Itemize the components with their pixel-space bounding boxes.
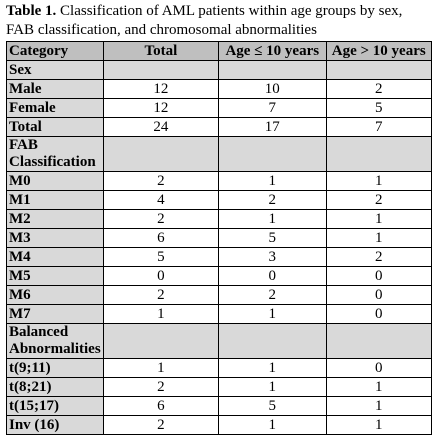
row-value-cell: 10 [219, 80, 326, 99]
aml-classification-table [6, 41, 432, 435]
row-value-cell: 4 [103, 191, 218, 210]
row-value-cell: 1 [326, 397, 432, 416]
table-row [7, 378, 432, 397]
section-empty-cell [326, 137, 432, 172]
row-value-cell: 1 [219, 172, 326, 191]
row-value-cell: 2 [219, 286, 326, 305]
row-value-cell: 7 [326, 118, 432, 137]
row-value-cell: 2 [103, 416, 218, 435]
row-category-cell: Male [7, 80, 104, 99]
header-age-gt-10: Age > 10 years [326, 42, 432, 61]
row-value-cell: 12 [103, 80, 218, 99]
row-value-cell: 12 [103, 99, 218, 118]
section-row [7, 61, 432, 80]
header-category: Category [7, 42, 104, 61]
table-row [7, 305, 432, 324]
row-category-cell: M6 [7, 286, 104, 305]
section-title: Balanced Abnormalities [7, 324, 104, 359]
row-category-cell: Total [7, 118, 104, 137]
row-category-cell: t(9;11) [7, 359, 104, 378]
row-value-cell: 1 [219, 378, 326, 397]
row-value-cell: 1 [219, 210, 326, 229]
row-value-cell: 1 [103, 359, 218, 378]
table-caption [6, 2, 432, 40]
row-value-cell: 6 [103, 397, 218, 416]
row-value-cell: 5 [326, 99, 432, 118]
row-category-cell: M3 [7, 229, 104, 248]
row-value-cell: 2 [219, 191, 326, 210]
row-value-cell: 1 [326, 210, 432, 229]
row-value-cell: 2 [103, 210, 218, 229]
caption-label: Table 1. [6, 3, 57, 19]
row-value-cell: 17 [219, 118, 326, 137]
section-title: Sex [7, 61, 104, 80]
section-empty-cell [103, 61, 218, 80]
row-value-cell: 5 [219, 229, 326, 248]
section-empty-cell [219, 61, 326, 80]
row-value-cell: 1 [326, 229, 432, 248]
row-value-cell: 0 [326, 286, 432, 305]
row-category-cell: M7 [7, 305, 104, 324]
row-value-cell: 2 [103, 378, 218, 397]
row-value-cell: 24 [103, 118, 218, 137]
caption-text: Classification of AML patients within age groups by sex, FAB classification, and chromosomal abnormalities [6, 3, 403, 38]
table-row [7, 229, 432, 248]
row-value-cell: 0 [326, 305, 432, 324]
header-row [7, 42, 432, 61]
section-title: FAB Classification [7, 137, 104, 172]
row-value-cell: 2 [326, 80, 432, 99]
row-value-cell: 5 [219, 397, 326, 416]
row-category-cell: M4 [7, 248, 104, 267]
row-value-cell: 2 [326, 248, 432, 267]
row-value-cell: 2 [326, 191, 432, 210]
row-value-cell: 2 [103, 286, 218, 305]
header-total: Total [103, 42, 218, 61]
section-empty-cell [219, 324, 326, 359]
row-category-cell: M5 [7, 267, 104, 286]
table-row [7, 286, 432, 305]
table-row [7, 172, 432, 191]
row-category-cell: t(15;17) [7, 397, 104, 416]
row-value-cell: 1 [219, 416, 326, 435]
section-row [7, 137, 432, 172]
header-age-le-10: Age ≤ 10 years [219, 42, 326, 61]
table-row [7, 191, 432, 210]
section-row [7, 324, 432, 359]
section-empty-cell [219, 137, 326, 172]
row-category-cell: t(8;21) [7, 378, 104, 397]
row-value-cell: 6 [103, 229, 218, 248]
table-row [7, 397, 432, 416]
table-row [7, 210, 432, 229]
row-value-cell: 1 [103, 305, 218, 324]
row-value-cell: 0 [219, 267, 326, 286]
row-value-cell: 0 [103, 267, 218, 286]
row-value-cell: 1 [326, 172, 432, 191]
row-value-cell: 1 [326, 416, 432, 435]
row-value-cell: 1 [326, 378, 432, 397]
row-value-cell: 1 [219, 305, 326, 324]
row-value-cell: 7 [219, 99, 326, 118]
section-empty-cell [103, 137, 218, 172]
row-value-cell: 2 [103, 172, 218, 191]
row-value-cell: 0 [326, 359, 432, 378]
table-row [7, 416, 432, 435]
table-row [7, 267, 432, 286]
table-row [7, 99, 432, 118]
row-category-cell: Female [7, 99, 104, 118]
row-category-cell: M2 [7, 210, 104, 229]
table-row [7, 248, 432, 267]
section-empty-cell [103, 324, 218, 359]
row-category-cell: Inv (16) [7, 416, 104, 435]
row-category-cell: M0 [7, 172, 104, 191]
row-value-cell: 1 [219, 359, 326, 378]
row-value-cell: 3 [219, 248, 326, 267]
table-row [7, 118, 432, 137]
section-empty-cell [326, 324, 432, 359]
section-empty-cell [326, 61, 432, 80]
row-value-cell: 0 [326, 267, 432, 286]
table-row [7, 80, 432, 99]
row-value-cell: 5 [103, 248, 218, 267]
row-category-cell: M1 [7, 191, 104, 210]
table-row [7, 359, 432, 378]
